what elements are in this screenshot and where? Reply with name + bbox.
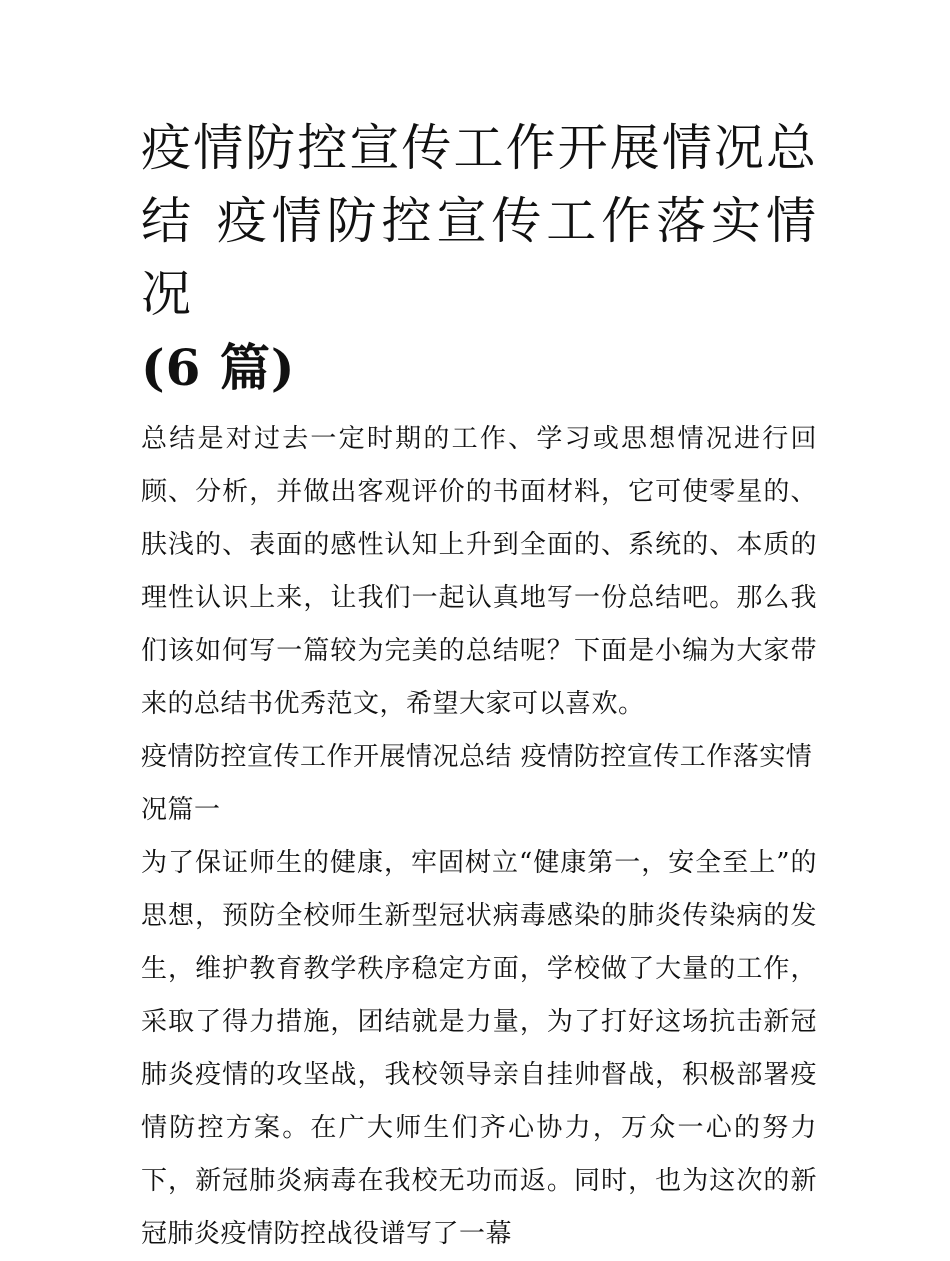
body-paragraph: 为了保证师生的健康，牢固树立“健康第一，安全至上”的思想，预防全校师生新型冠状病毒感染的肺炎传染病的发生，维护教育教学秩序稳定方面，学校做了大量的工作，采取了得力措施，团结就是力量，为了打好这场抗击新冠肺炎疫情的攻坚战，我校领导亲自挂帅督战，积极部署疫情防控方案。在广大师生们齐心协力，万众一心的努力下，新冠肺炎病毒在我校无功而返。同时，也为这次的新冠肺炎疫情防控战役谱写了一幕 — [141, 848, 817, 1249]
intro-paragraph: 总结是对过去一定时期的工作、学习或思想情况进行回顾、分析，并做出客观评价的书面材料，它可使零星的、肤浅的、表面的感性认知上升到全面的、系统的、本质的理性认识上来，让我们一起认真地写一份总结吧。那么我们该如何写一篇较为完美的总结呢？下面是小编为大家带来的总结书优秀范文，希望大家可以喜欢。 — [141, 424, 817, 719]
section-heading: 疫情防控宣传工作开展情况总结 疫情防控宣传工作落实情况篇一 — [141, 742, 813, 825]
document-page — [141, 112, 817, 1261]
document-title-suffix: (6 篇) — [141, 338, 296, 397]
document-title — [141, 112, 817, 405]
document-title-text: 疫情防控宣传工作开展情况总结 疫情防控宣传工作落实情况 — [141, 119, 817, 323]
